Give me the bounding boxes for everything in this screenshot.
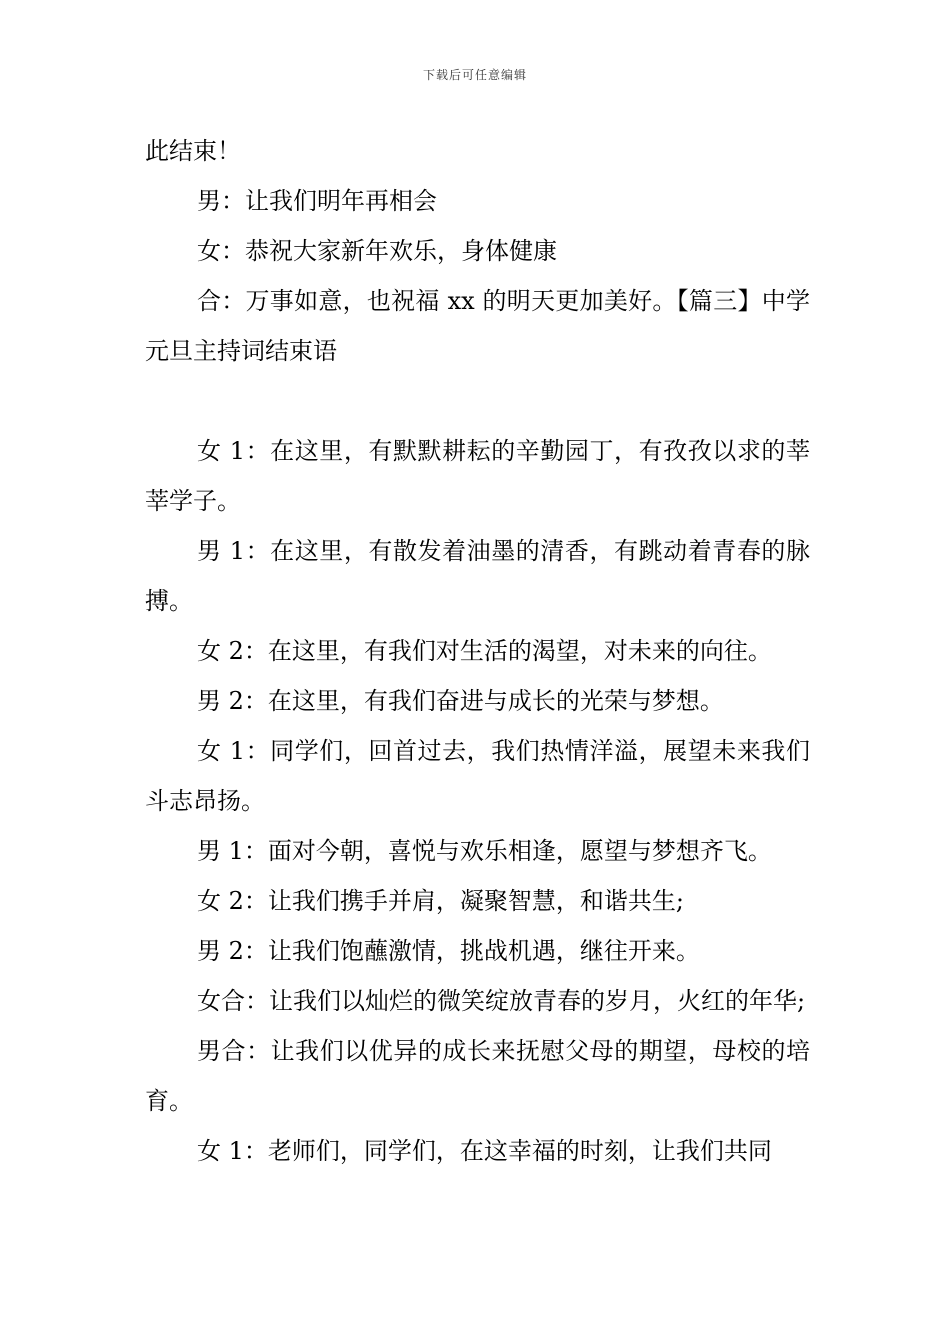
paragraph: 男 1：在这里，有散发着油墨的清香，有跳动着青春的脉搏。 [145, 537, 810, 615]
paragraph: 男合：让我们以优异的成长来抚慰父母的期望，母校的培育。 [145, 1037, 810, 1115]
paragraph: 男 2：让我们饱蘸激情，挑战机遇，继往开来。 [197, 937, 700, 965]
paragraph: 合：万事如意，也祝福 xx 的明天更加美好。【篇三】中学元旦主持词结束语 [145, 287, 810, 365]
paragraph: 此结束！ [145, 137, 241, 165]
paragraph: 男：让我们明年再相会 [197, 187, 437, 215]
paragraph: 女 1：同学们，回首过去，我们热情洋溢，展望未来我们斗志昂扬。 [145, 737, 810, 815]
page-header-note: 下载后可任意编辑 [422, 68, 527, 82]
paragraph: 男 1：面对今朝，喜悦与欢乐相逢，愿望与梦想齐飞。 [197, 837, 772, 865]
paragraph: 男 2：在这里，有我们奋进与成长的光荣与梦想。 [197, 687, 724, 715]
paragraph: 女合：让我们以灿烂的微笑绽放青春的岁月，火红的年华; [197, 987, 806, 1015]
paragraph: 女：恭祝大家新年欢乐，身体健康 [197, 237, 557, 265]
document-body [145, 126, 810, 1176]
paragraph-gap [145, 376, 810, 426]
paragraph: 女 1：老师们，同学们，在这幸福的时刻，让我们共同 [197, 1137, 772, 1165]
paragraph: 女 2：在这里，有我们对生活的渴望，对未来的向往。 [197, 637, 772, 665]
paragraph: 女 1：在这里，有默默耕耘的辛勤园丁，有孜孜以求的莘莘学子。 [145, 437, 810, 515]
paragraph: 女 2：让我们携手并肩，凝聚智慧，和谐共生; [197, 887, 684, 915]
